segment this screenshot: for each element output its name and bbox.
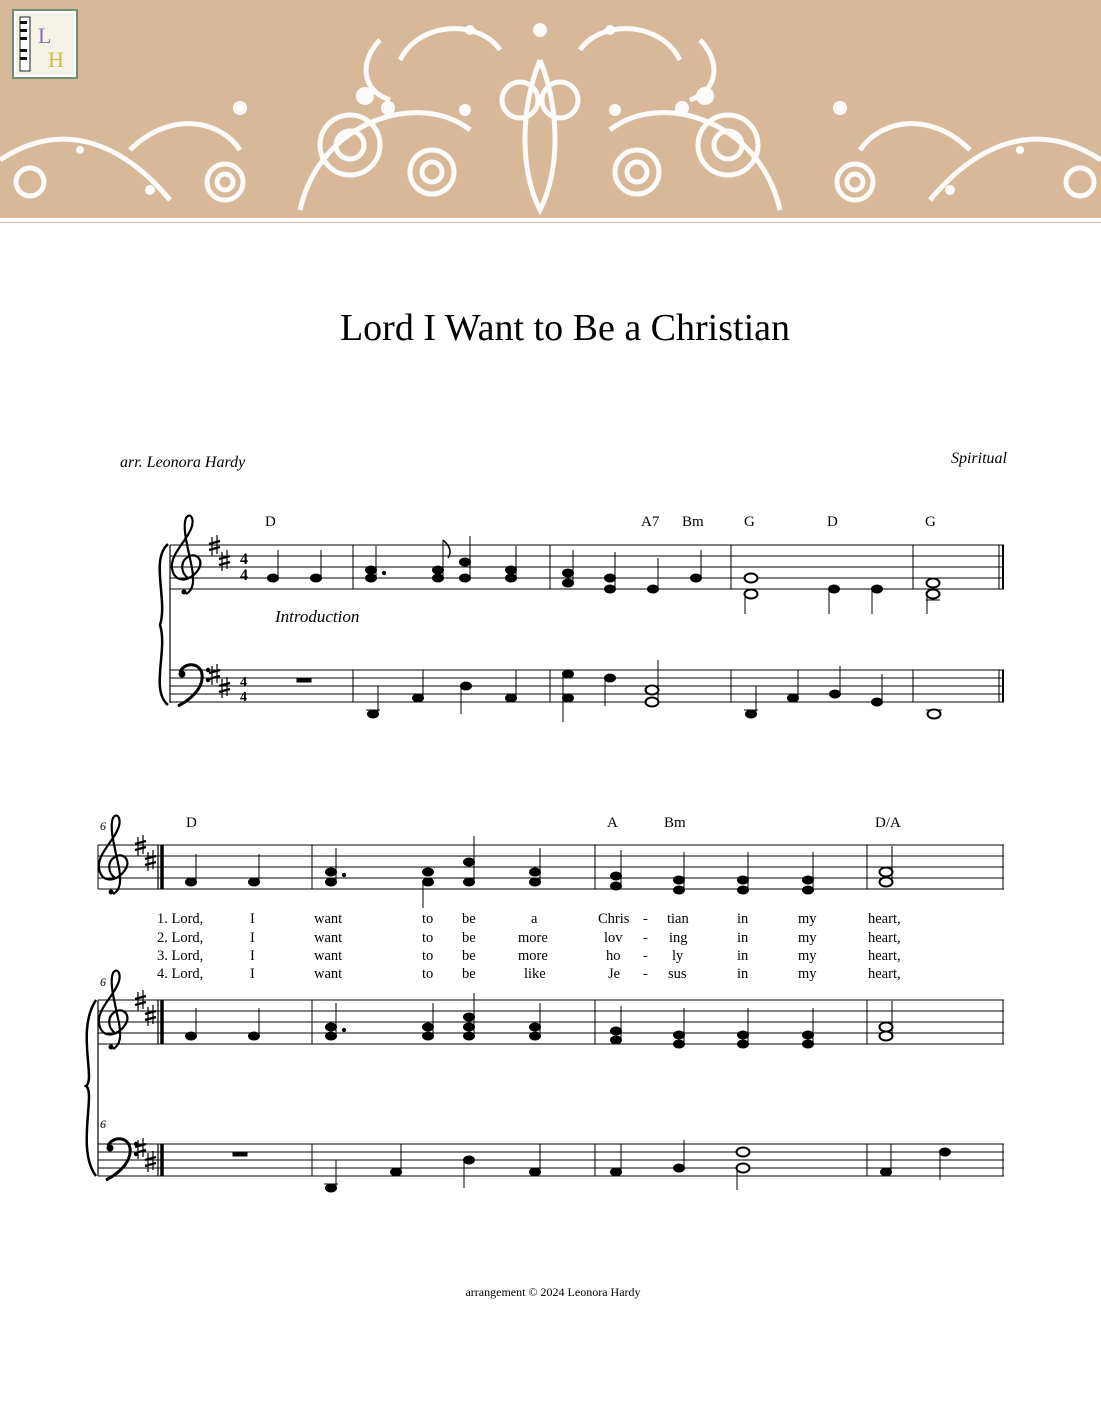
measure-number: 6 (100, 975, 106, 989)
chord-symbol: Bm (682, 514, 704, 530)
lyric-syllable: heart, (868, 966, 901, 982)
svg-text:4: 4 (240, 567, 248, 584)
lyric-syllable: I (250, 948, 255, 964)
bass-notes (297, 660, 942, 722)
lyric-syllable: to (422, 948, 434, 964)
verse-4 (157, 966, 901, 982)
lyric-syllable: my (798, 930, 817, 946)
svg-text:4: 4 (240, 690, 247, 705)
chord-symbol: D (827, 514, 838, 530)
lyric-syllable: Chris (598, 911, 630, 927)
copyright-notice: arrangement © 2024 Leonora Hardy (465, 1285, 641, 1299)
bass-staff (170, 670, 1004, 702)
chord-symbol: A7 (641, 514, 660, 530)
piano-bass-notes (233, 1140, 951, 1192)
treble-staff (170, 545, 1004, 589)
lyric-syllable: heart, (868, 911, 901, 927)
lyric-syllable: more (518, 930, 548, 946)
verse-2 (157, 930, 901, 946)
lyrics (157, 911, 901, 982)
lyric-syllable: ing (669, 930, 688, 946)
chord-symbol: G (925, 514, 936, 530)
lyric-syllable: be (462, 911, 476, 927)
brace (160, 544, 168, 705)
lyric-syllable: in (737, 948, 749, 964)
brace (86, 1000, 96, 1176)
lyric-syllable: - (643, 966, 648, 982)
arranger-credit: arr. Leonora Hardy (120, 454, 246, 471)
lyric-syllable: to (422, 930, 434, 946)
lyric-syllable: I (250, 911, 255, 927)
lyric-syllable: in (737, 930, 749, 946)
lyric-syllable: 1. Lord, (157, 911, 204, 927)
lyric-syllable: my (798, 966, 817, 982)
lyric-syllable: be (462, 948, 476, 964)
lyric-syllable: in (737, 911, 749, 927)
lyric-syllable: a (531, 911, 538, 927)
measure-number: 6 (100, 1117, 106, 1131)
measure-number: 6 (100, 819, 106, 833)
lyric-syllable: to (422, 911, 434, 927)
svg-text:4: 4 (240, 551, 248, 568)
lyric-syllable: my (798, 948, 817, 964)
lyric-syllable: my (798, 911, 817, 927)
piano-treble-staff (98, 1000, 1004, 1044)
lyric-syllable: more (518, 948, 548, 964)
section-label: Introduction (275, 607, 360, 626)
lyric-syllable: I (250, 966, 255, 982)
vocal-staff (98, 845, 1004, 889)
lyric-syllable: want (314, 948, 343, 964)
lyric-syllable: 2. Lord, (157, 930, 204, 946)
lyric-syllable: want (314, 911, 343, 927)
lyric-syllable: - (643, 948, 648, 964)
lyric-syllable: want (314, 930, 343, 946)
system-1 (160, 514, 1004, 722)
lyric-syllable: be (462, 930, 476, 946)
verse-3 (157, 948, 901, 964)
lyric-syllable: heart, (868, 948, 901, 964)
lyric-syllable: Je (608, 966, 621, 982)
lyric-syllable: 4. Lord, (157, 966, 204, 982)
lyric-syllable: - (643, 930, 648, 946)
lyric-syllable: sus (668, 966, 687, 982)
piano-bass-staff (98, 1144, 1004, 1176)
lyric-syllable: heart, (868, 930, 901, 946)
chord-symbol: D (186, 815, 197, 831)
lyric-syllable: - (643, 911, 648, 927)
piano-treble-notes (186, 993, 893, 1048)
chord-symbol: D (265, 514, 276, 530)
lyric-syllable: lov (604, 930, 623, 946)
svg-text:4: 4 (240, 675, 247, 690)
lyric-syllable: tian (667, 911, 689, 927)
chord-symbol: Bm (664, 815, 686, 831)
lyric-syllable: want (314, 966, 343, 982)
lyric-syllable: like (524, 966, 546, 982)
chord-symbol: G (744, 514, 755, 530)
lyric-syllable: I (250, 930, 255, 946)
svg-text:H: H (48, 47, 64, 72)
lyric-syllable: in (737, 966, 749, 982)
svg-text:L: L (38, 23, 52, 48)
lyric-syllable: ly (672, 948, 684, 964)
lyric-syllable: to (422, 966, 434, 982)
lyric-syllable: 3. Lord, (157, 948, 204, 964)
system-2 (86, 815, 1004, 1192)
vocal-notes (186, 836, 893, 908)
style-label: Spiritual (950, 450, 1007, 467)
treble-notes (268, 536, 941, 614)
page-title: Lord I Want to Be a Christian (339, 307, 791, 349)
chord-symbol: D/A (875, 815, 901, 831)
chord-symbol: A (607, 815, 618, 831)
verse-1 (157, 911, 901, 927)
lyric-syllable: be (462, 966, 476, 982)
lyric-syllable: ho (606, 948, 621, 964)
